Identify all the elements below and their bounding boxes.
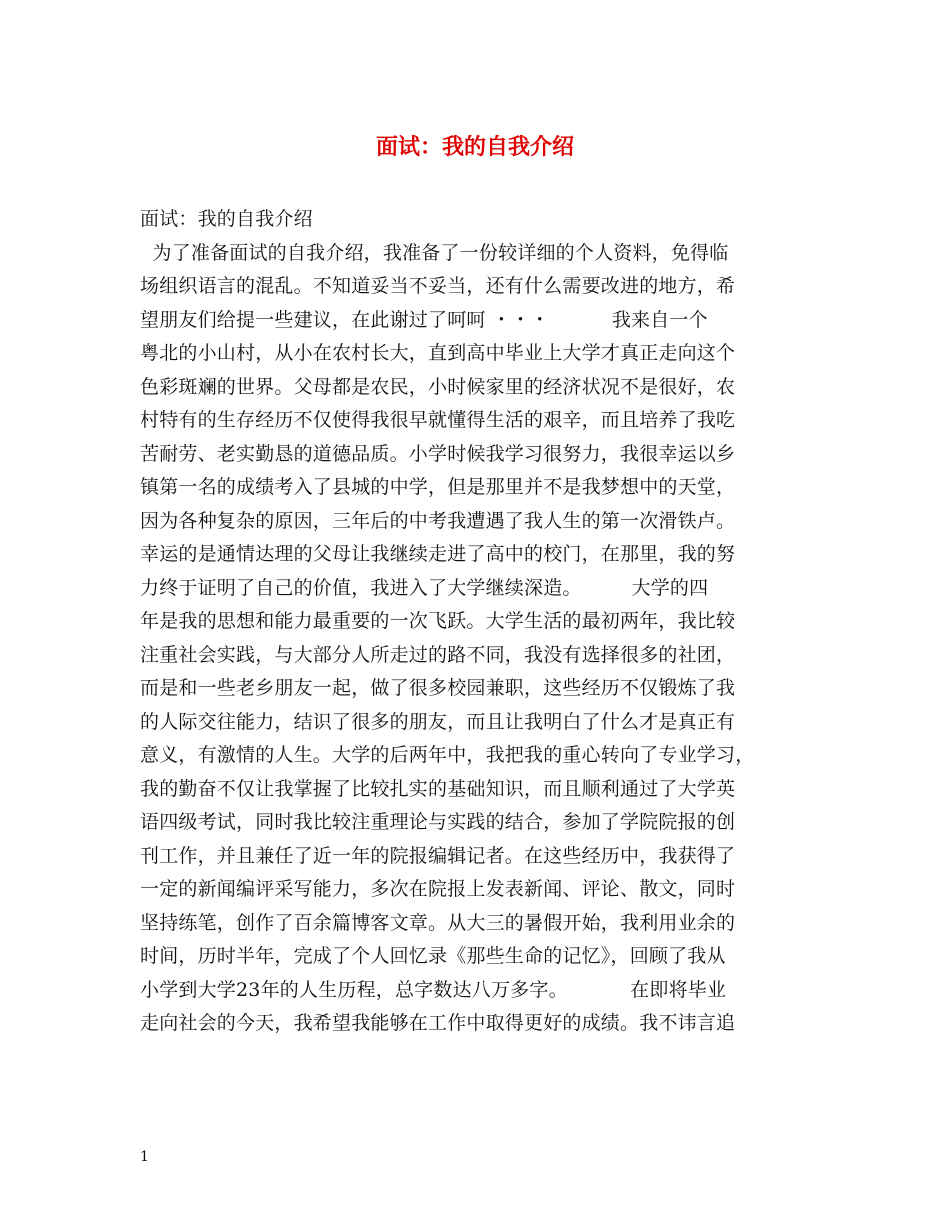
body-line: 望朋友们给提一些建议，在此谢过了呵呵 ・・・ 我来自一个 [140,308,708,331]
body-line: 村特有的生存经历不仅使得我很早就懂得生活的艰辛，而且培养了我吃 [140,409,736,431]
body-line: 小学到大学23年的人生历程，总字数达八万多字。 在即将毕业 [140,978,727,1001]
body-line: 语四级考试，同时我比较注重理论与实践的结合，参加了学院院报的创 [140,811,736,833]
body-line: 苦耐劳、老实勤恳的道德品质。小学时候我学习很努力，我很幸运以乡 [140,442,736,465]
body-line: 因为各种复杂的原因，三年后的中考我遭遇了我人生的第一次滑铁卢。 [140,509,736,532]
body-line: 粤北的小山村，从小在农村长大，直到高中毕业上大学才真正走向这个 [140,342,736,364]
body-line: 年是我的思想和能力最重要的一次飞跃。大学生活的最初两年，我比较 [140,610,736,632]
body-line: 色彩斑斓的世界。父母都是农民，小时候家里的经济状况不是很好，农 [140,375,736,398]
body-line: 而是和一些老乡朋友一起，做了很多校园兼职，这些经历不仅锻炼了我 [140,677,736,699]
body-line: 刊工作，并且兼任了近一年的院报编辑记者。在这些经历中，我获得了 [140,844,736,867]
body-line: 意义，有激情的人生。大学的后两年中，我把我的重心转向了专业学习， [140,744,755,766]
body-line: 场组织语言的混乱。不知道妥当不妥当，还有什么需要改进的地方，希 [140,275,736,297]
body-line: 时间，历时半年，完成了个人回忆录《那些生命的记忆》，回顾了我从 [140,945,726,967]
body-line: 我的勤奋不仅让我掌握了比较扎实的基础知识，而且顺利通过了大学英 [140,777,736,800]
body-line: 面试：我的自我介绍 [140,208,313,230]
page-number: 1 [140,1149,149,1165]
body-line: 镇第一名的成绩考入了县城的中学，但是那里并不是我梦想中的天堂， [140,476,736,498]
document-title: 面试：我的自我介绍 [375,135,574,160]
body-line: 为了准备面试的自我介绍，我准备了一份较详细的个人资料，免得临 [140,241,729,264]
body-line: 力终于证明了自己的价值，我进入了大学继续深造。 大学的四 [140,576,709,599]
body-line: 一定的新闻编评采写能力，多次在院报上发表新闻、评论、散文，同时 [140,878,736,900]
body-line: 走向社会的今天，我希望我能够在工作中取得更好的成绩。我不讳言追 [140,1012,736,1034]
document-body [140,203,830,1041]
body-line: 坚持练笔，创作了百余篇博客文章。从大三的暑假开始，我利用业余的 [140,911,736,934]
body-line: 的人际交往能力，结识了很多的朋友，而且让我明白了什么才是真正有 [140,710,736,733]
body-line: 注重社会实践，与大部分人所走过的路不同，我没有选择很多的社团， [140,643,736,666]
body-line: 幸运的是通情达理的父母让我继续走进了高中的校门，在那里，我的努 [140,543,736,565]
